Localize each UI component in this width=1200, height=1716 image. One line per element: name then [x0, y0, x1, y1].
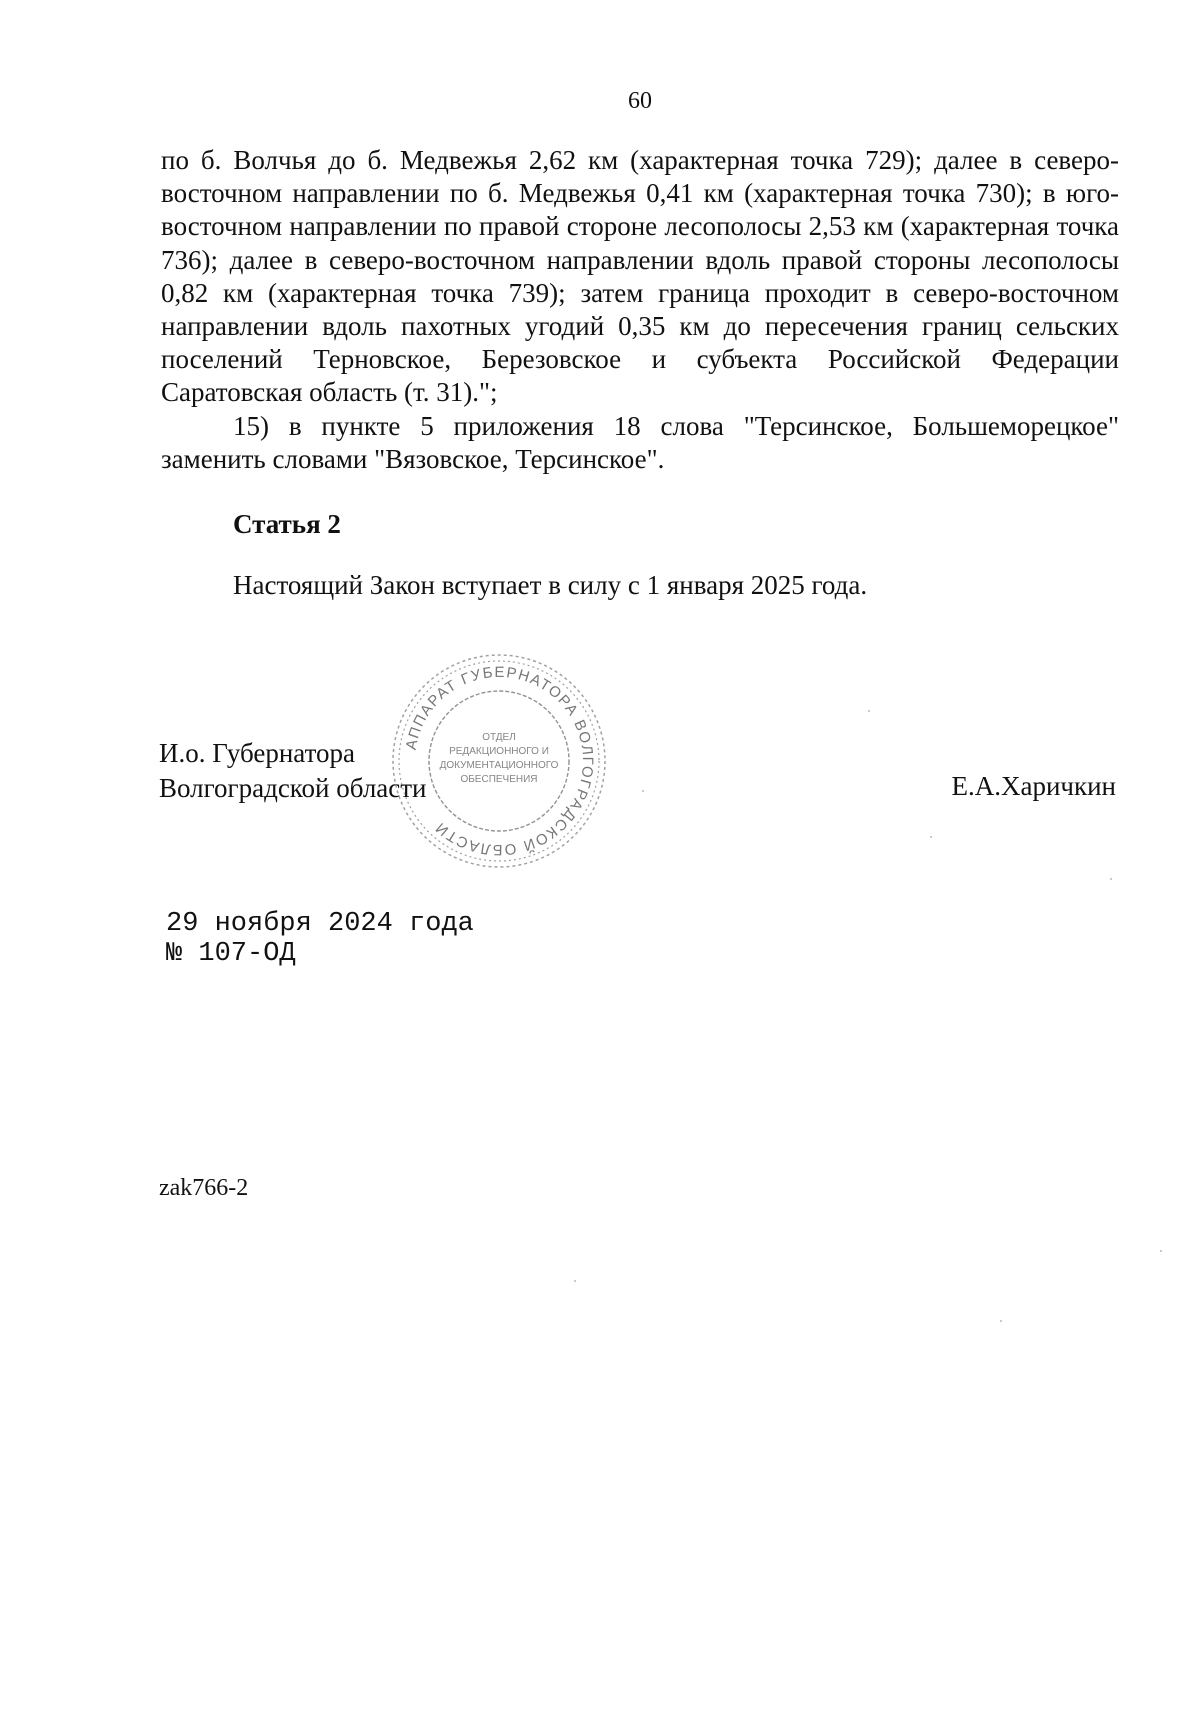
scan-speck	[1160, 1250, 1162, 1252]
date-number-block	[166, 909, 474, 969]
scan-speck	[642, 790, 644, 792]
stamp-inner-line2: РЕДАКЦИОННОГО И	[449, 746, 549, 757]
article-text: Настоящий Закон вступает в силу с 1 января 2025 года.	[233, 570, 868, 600]
stamp-inner-line4: ОБЕСПЕЧЕНИЯ	[460, 774, 538, 785]
page-number: 60	[628, 88, 652, 114]
signatory-position-line1: И.о. Губернатора	[159, 738, 356, 768]
body-text	[161, 144, 1119, 476]
article-heading: Статья 2	[233, 509, 341, 539]
signatory-name: Е.А.Харичкин	[951, 771, 1116, 801]
scan-speck	[1000, 1320, 1002, 1322]
official-stamp	[388, 650, 610, 872]
paragraph-item-15: 15) в пункте 5 приложения 18 слова "Терсинское, Большеморецкое" заменить словами "Вязовское, Терсинское".	[161, 410, 1119, 474]
paragraph-boundary-description: по б. Волчья до б. Медвежья 2,62 км (характерная точка 729); далее в северо-восточном направлении по б. Медвежья 0,41 км (характерная точка 730); в юго-восточном направлении по правой стороне лесополосы 2,53 км (характерная точка 736); далее в северо-восточном направлении вдоль правой стороны лесополосы 0,82 км (характерная точка 739); затем граница проходит в северо-восточном направлении вдоль пахотных угодий 0,35 км до пересечения границ сельских поселений Терновское, Березовское и субъекта Российской Федерации Саратовская область (т. 31).";	[161, 145, 1119, 408]
stamp-inner-line1: ОТДЕЛ	[482, 732, 516, 743]
stamp-outer-text: АППАРАТ ГУБЕРНАТОРА ВОЛГОГРАДСКОЙ ОБЛАСТИ	[402, 663, 597, 859]
signatory-position	[159, 736, 427, 806]
signatory-position-line2: Волгоградской области	[159, 773, 427, 803]
scan-speck	[1110, 878, 1112, 880]
scan-speck	[574, 1280, 576, 1282]
law-number: № 107-ОД	[166, 939, 296, 969]
scan-speck	[930, 836, 932, 838]
document-code: zak766-2	[159, 1175, 249, 1201]
signing-date: 29 ноября 2024 года	[166, 909, 474, 939]
scan-speck	[868, 710, 870, 712]
stamp-inner-line3: ДОКУМЕНТАЦИОННОГО	[439, 760, 559, 771]
